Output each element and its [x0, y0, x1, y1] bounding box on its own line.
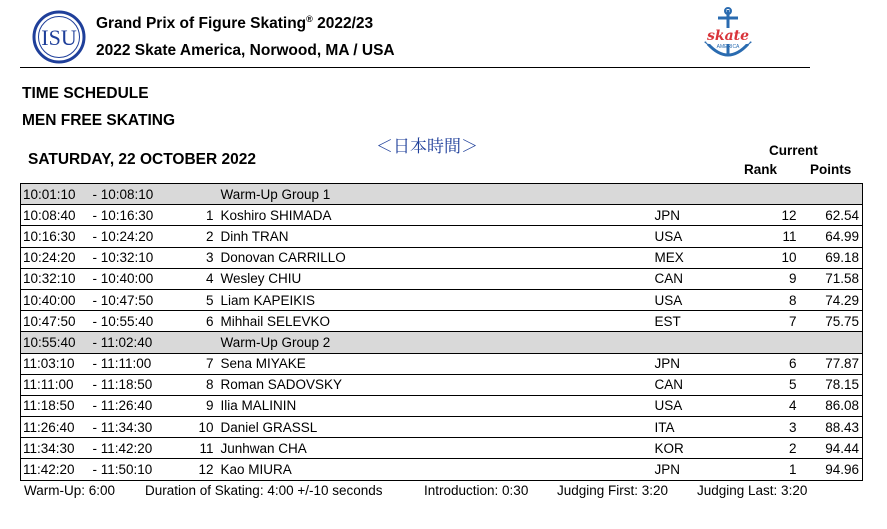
isu-logo	[32, 10, 86, 64]
header-divider	[20, 67, 810, 68]
footer-judging-last: Judging Last: 3:20	[697, 483, 808, 498]
svg-text:ISU: ISU	[41, 25, 77, 50]
start-time: 10:47:50	[21, 311, 93, 332]
current-rank: 5	[741, 374, 797, 395]
end-time: - 10:40:00	[93, 268, 197, 289]
start-time: 10:24:20	[21, 247, 93, 268]
segment-title: MEN FREE SKATING	[22, 112, 175, 129]
end-time: - 11:42:20	[93, 438, 197, 459]
start-time: 11:42:20	[21, 459, 93, 480]
column-points: Points	[810, 162, 852, 177]
nation: KOR	[655, 438, 741, 459]
current-points	[797, 332, 863, 353]
footer-warmup: Warm-Up: 6:00	[24, 483, 116, 498]
start-time: 10:40:00	[21, 289, 93, 310]
nation: ITA	[655, 417, 741, 438]
start-number: 2	[197, 226, 221, 247]
start-time: 11:03:10	[21, 353, 93, 374]
skater-name: Mihhail SELEVKO	[221, 311, 655, 332]
current-points: 94.44	[797, 438, 863, 459]
warmup-label: Warm-Up Group 2	[221, 332, 655, 353]
nation: JPN	[655, 205, 741, 226]
table-row	[21, 226, 863, 247]
warmup-label: Warm-Up Group 1	[221, 184, 655, 205]
footer-introduction: Introduction: 0:30	[424, 483, 529, 498]
table-row	[21, 374, 863, 395]
svg-text:skate: skate	[706, 28, 750, 44]
warmup-row	[21, 184, 863, 205]
start-number	[197, 332, 221, 353]
schedule-table	[20, 183, 863, 481]
end-time: - 11:11:00	[93, 353, 197, 374]
nation: JPN	[655, 353, 741, 374]
current-rank: 9	[741, 268, 797, 289]
nation: USA	[655, 289, 741, 310]
start-number: 8	[197, 374, 221, 395]
nation: USA	[655, 395, 741, 416]
table-row	[21, 205, 863, 226]
start-number: 7	[197, 353, 221, 374]
start-time: 10:55:40	[21, 332, 93, 353]
column-current: Current	[769, 143, 818, 158]
start-time: 11:11:00	[21, 374, 93, 395]
current-points: 75.75	[797, 311, 863, 332]
skater-name: Dinh TRAN	[221, 226, 655, 247]
start-time: 10:16:30	[21, 226, 93, 247]
current-rank: 12	[741, 205, 797, 226]
current-points: 64.99	[797, 226, 863, 247]
footer-duration: Duration of Skating: 4:00 +/-10 seconds	[145, 483, 383, 498]
current-rank: 11	[741, 226, 797, 247]
event-title: Grand Prix of Figure Skating® 2022/23	[96, 14, 374, 33]
start-number: 10	[197, 417, 221, 438]
start-time: 11:18:50	[21, 395, 93, 416]
schedule-date: SATURDAY, 22 OCTOBER 2022	[28, 151, 256, 168]
skater-name: Kao MIURA	[221, 459, 655, 480]
nation: CAN	[655, 268, 741, 289]
start-time: 10:01:10	[21, 184, 93, 205]
start-number: 4	[197, 268, 221, 289]
table-row	[21, 438, 863, 459]
current-points: 78.15	[797, 374, 863, 395]
current-points: 94.96	[797, 459, 863, 480]
table-row	[21, 289, 863, 310]
current-points: 86.08	[797, 395, 863, 416]
nation	[655, 184, 741, 205]
skater-name: Liam KAPEIKIS	[221, 289, 655, 310]
table-row	[21, 353, 863, 374]
end-time: - 11:02:40	[93, 332, 197, 353]
start-number	[197, 184, 221, 205]
skater-name: Sena MIYAKE	[221, 353, 655, 374]
current-points: 71.58	[797, 268, 863, 289]
end-time: - 10:24:20	[93, 226, 197, 247]
doc-title: TIME SCHEDULE	[22, 85, 149, 102]
current-points: 74.29	[797, 289, 863, 310]
skater-name: Wesley CHIU	[221, 268, 655, 289]
current-rank: 8	[741, 289, 797, 310]
start-time: 10:08:40	[21, 205, 93, 226]
end-time: - 11:26:40	[93, 395, 197, 416]
table-row	[21, 417, 863, 438]
skater-name: Junhwan CHA	[221, 438, 655, 459]
table-row	[21, 311, 863, 332]
end-time: - 10:47:50	[93, 289, 197, 310]
current-rank: 4	[741, 395, 797, 416]
skater-name: Daniel GRASSL	[221, 417, 655, 438]
end-time: - 11:34:30	[93, 417, 197, 438]
start-number: 9	[197, 395, 221, 416]
table-row	[21, 247, 863, 268]
current-points: 88.43	[797, 417, 863, 438]
current-points: 77.87	[797, 353, 863, 374]
start-number: 1	[197, 205, 221, 226]
skater-name: Donovan CARRILLO	[221, 247, 655, 268]
current-points: 69.18	[797, 247, 863, 268]
nation: EST	[655, 311, 741, 332]
start-number: 3	[197, 247, 221, 268]
start-number: 6	[197, 311, 221, 332]
table-row	[21, 268, 863, 289]
end-time: - 10:16:30	[93, 205, 197, 226]
nation: USA	[655, 226, 741, 247]
table-row	[21, 459, 863, 480]
current-points	[797, 184, 863, 205]
current-rank: 3	[741, 417, 797, 438]
end-time: - 11:50:10	[93, 459, 197, 480]
skater-name: Koshiro SHIMADA	[221, 205, 655, 226]
column-rank: Rank	[744, 162, 778, 177]
end-time: - 10:32:10	[93, 247, 197, 268]
start-number: 12	[197, 459, 221, 480]
start-time: 11:26:40	[21, 417, 93, 438]
end-time: - 11:18:50	[93, 374, 197, 395]
current-points: 62.54	[797, 205, 863, 226]
current-rank: 6	[741, 353, 797, 374]
start-time: 11:34:30	[21, 438, 93, 459]
nation: MEX	[655, 247, 741, 268]
start-time: 10:32:10	[21, 268, 93, 289]
current-rank	[741, 184, 797, 205]
event-venue: 2022 Skate America, Norwood, MA / USA	[96, 42, 395, 59]
svg-text:AMERICA: AMERICA	[716, 44, 740, 50]
start-number: 5	[197, 289, 221, 310]
table-row	[21, 395, 863, 416]
current-rank: 2	[741, 438, 797, 459]
warmup-row	[21, 332, 863, 353]
current-rank: 10	[741, 247, 797, 268]
nation: JPN	[655, 459, 741, 480]
start-number: 11	[197, 438, 221, 459]
end-time: - 10:55:40	[93, 311, 197, 332]
current-rank: 7	[741, 311, 797, 332]
skate-america-logo	[700, 6, 756, 64]
skater-name: Ilia MALININ	[221, 395, 655, 416]
current-rank	[741, 332, 797, 353]
nation: CAN	[655, 374, 741, 395]
skater-name: Roman SADOVSKY	[221, 374, 655, 395]
end-time: - 10:08:10	[93, 184, 197, 205]
nation	[655, 332, 741, 353]
current-rank: 1	[741, 459, 797, 480]
japan-time-label: ＜日本時間＞	[376, 137, 478, 157]
footer-judging-first: Judging First: 3:20	[557, 483, 669, 498]
